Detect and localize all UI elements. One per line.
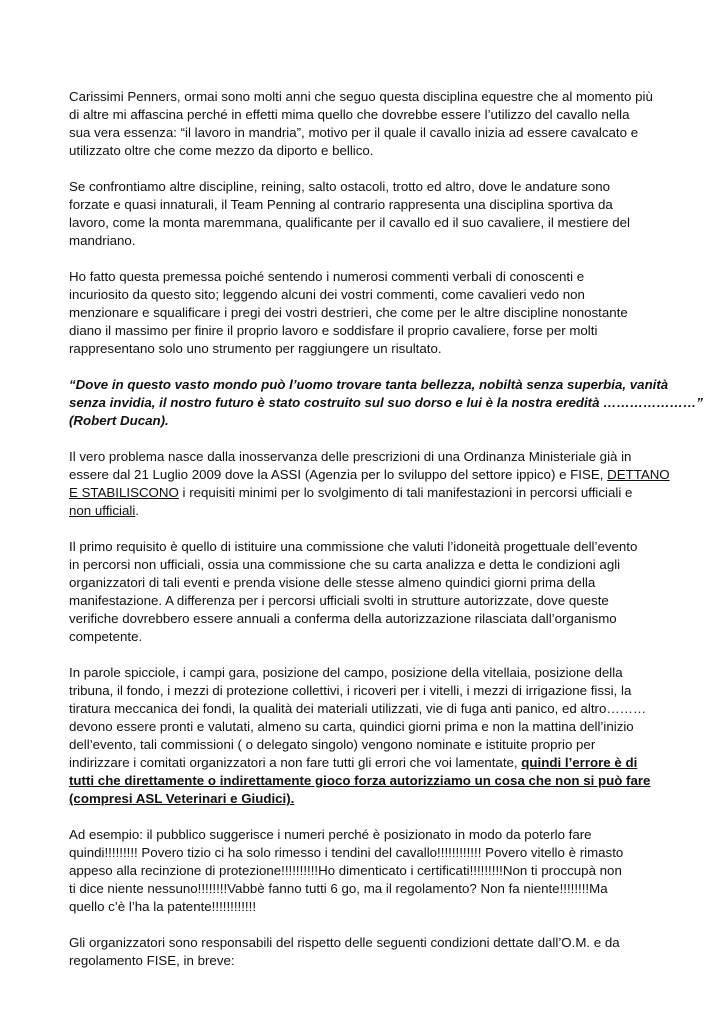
text-line: Carissimi Penners, ormai sono molti anni che seguo questa disciplina equestre che al momento più (69, 89, 653, 104)
paragraph-problem (69, 448, 669, 520)
text-line: di altre mi affascina perché in effetti mima quello che dovrebbe essere l’utilizzo del cavallo nella (69, 107, 630, 122)
text-line: forzate e quasi innaturali, il Team Penning al contrario rappresenta una disciplina sportiva da (69, 197, 613, 212)
emphasis-text: quindi l’errore è di (521, 755, 638, 770)
paragraph-disciplines (69, 178, 669, 250)
quote-block (69, 376, 703, 430)
text-line: Ho fatto questa premessa poiché sentendo i numerosi commenti verbali di conoscenti e (69, 269, 585, 284)
text-line: quello c’è l’ha la patente!!!!!!!!!!!! (69, 899, 257, 914)
text-line: devono essere pronti e valutati, almeno su carta, quindici giorni prima e non la mattina dell’inizio (69, 719, 634, 734)
underlined-text: non ufficiali (69, 503, 136, 518)
text-line: Se confrontiamo altre discipline, reining, salto ostacoli, trotto ed altro, dove le andature sono (69, 179, 611, 194)
text-line: tiratura meccanica dei fondi, la qualità dei materiali utilizzati, vie di fuga anti panico, ed altro……… (69, 701, 647, 716)
paragraph-first-requirement (69, 538, 669, 646)
document-page (69, 88, 703, 988)
underlined-text: E STABILISCONO (69, 485, 179, 500)
text-fragment: indirizzare i comitati organizzatori a non fare tutti gli errori che voi lamentate, (69, 755, 522, 770)
text-line: Il primo requisito è quello di istituire una commissione che valuti l’idoneità progettuale dell’evento (69, 539, 638, 554)
underlined-text: DETTANO (607, 467, 670, 482)
emphasis-line: tutti che direttamente o indirettamente gioco forza autorizziamo un cosa che non si può fare (69, 773, 651, 788)
text-line: verifiche dovrebbero essere annuali a conferma della autorizzazione rilasciata dall’organismo (69, 611, 617, 626)
text-line: incuriosito da questo sito; leggendo alcuni dei vostri commenti, come cavalieri vedo non (69, 287, 585, 302)
paragraph-organizers (69, 934, 669, 970)
text-line: sua vera essenza: “il lavoro in mandria”, motivo per il quale il cavallo inizia ad essere cavalcato e (69, 125, 639, 140)
text-line: regolamento FISE, in breve: (69, 953, 235, 968)
text-fragment: essere dal 21 Luglio 2009 dove la ASSI (Agenzia per lo sviluppo del settore ippico) e FISE, (69, 467, 608, 482)
text-line: quindi!!!!!!!!! Povero tizio ci ha solo rimesso i tendini del cavallo!!!!!!!!!!!! Povero vitello è rimasto (69, 845, 624, 860)
text-line: manifestazione. A differenza per i percorsi ufficiali svolti in strutture autorizzate, dove queste (69, 593, 609, 608)
text-line: dell’evento, tali commissioni ( o delegato singolo) vengono nominate e istituite proprio per (69, 737, 596, 752)
paragraph-example (69, 826, 669, 916)
text-line: organizzatori di tali eventi e prenda visione delle stesse almeno quindici giorni prima della (69, 575, 596, 590)
text-line: diano il massimo per finire il proprio lavoro e soddisfare il proprio cavaliere, forse per molti (69, 323, 598, 338)
text-line (69, 754, 669, 772)
text-fragment: i requisiti minimi per lo svolgimento di tali manifestazioni in percorsi ufficiali e (178, 485, 633, 500)
paragraph-details (69, 664, 669, 808)
text-line: Il vero problema nasce dalla inosservanza delle prescrizioni di una Ordinanza Ministeriale già in (69, 449, 632, 464)
paragraph-intro (69, 88, 669, 160)
text-line: mandriano. (69, 233, 136, 248)
text-line: ti dice niente nessuno!!!!!!!!Vabbè fanno tutti 6 go, ma il regolamento? Non fa niente!!!!!!!!Ma (69, 881, 608, 896)
emphasis-line: (compresi ASL Veterinari e Giudici). (69, 791, 295, 806)
text-line: tribuna, il fondo, i mezzi di protezione collettivi, i ricoveri per i vitelli, i mezzi di irrigazione fissi, la (69, 683, 632, 698)
paragraph-premise (69, 268, 669, 358)
text-line: competente. (69, 629, 143, 644)
text-line: rappresentano solo uno strumento per raggiungere un risultato. (69, 341, 442, 356)
text-line: Gli organizzatori sono responsabili del rispetto delle seguenti condizioni dettate dall’O.M. e da (69, 935, 620, 950)
text-line (69, 466, 669, 484)
text-line (69, 484, 669, 502)
text-line: Ad esempio: il pubblico suggerisce i numeri perché è posizionato in modo da poterlo fare (69, 827, 592, 842)
text-line: appeso alla recinzione di protezione!!!!!!!!!!Ho dimenticato i certificati!!!!!!!!!Non ti proccupà non (69, 863, 622, 878)
text-line (69, 502, 669, 520)
text-line: menzionare e squalificare i pregi dei vostri destrieri, che come per le altre discipline nonostante (69, 305, 628, 320)
text-line: utilizzato oltre che come mezzo da diporto e bellico. (69, 143, 374, 158)
text-line: In parole spicciole, i campi gara, posizione del campo, posizione della vitellaia, posizione della (69, 665, 623, 680)
quote-attribution: (Robert Ducan). (69, 413, 169, 428)
quote-line: senza invidia, il nostro futuro è stato costruito sul suo dorso e lui è la nostra eredità …………………” (69, 395, 703, 410)
text-fragment: . (135, 503, 139, 518)
quote-line: “Dove in questo vasto mondo può l’uomo trovare tanta bellezza, nobiltà senza superbia, vanità (69, 377, 669, 392)
text-line: lavoro, come la monta maremmana, qualificante per il cavallo ed il suo cavaliere, il mestiere del (69, 215, 630, 230)
text-line: in percorsi non ufficiali, ossia una commissione che su carta analizza e detta le condizioni agli (69, 557, 621, 572)
